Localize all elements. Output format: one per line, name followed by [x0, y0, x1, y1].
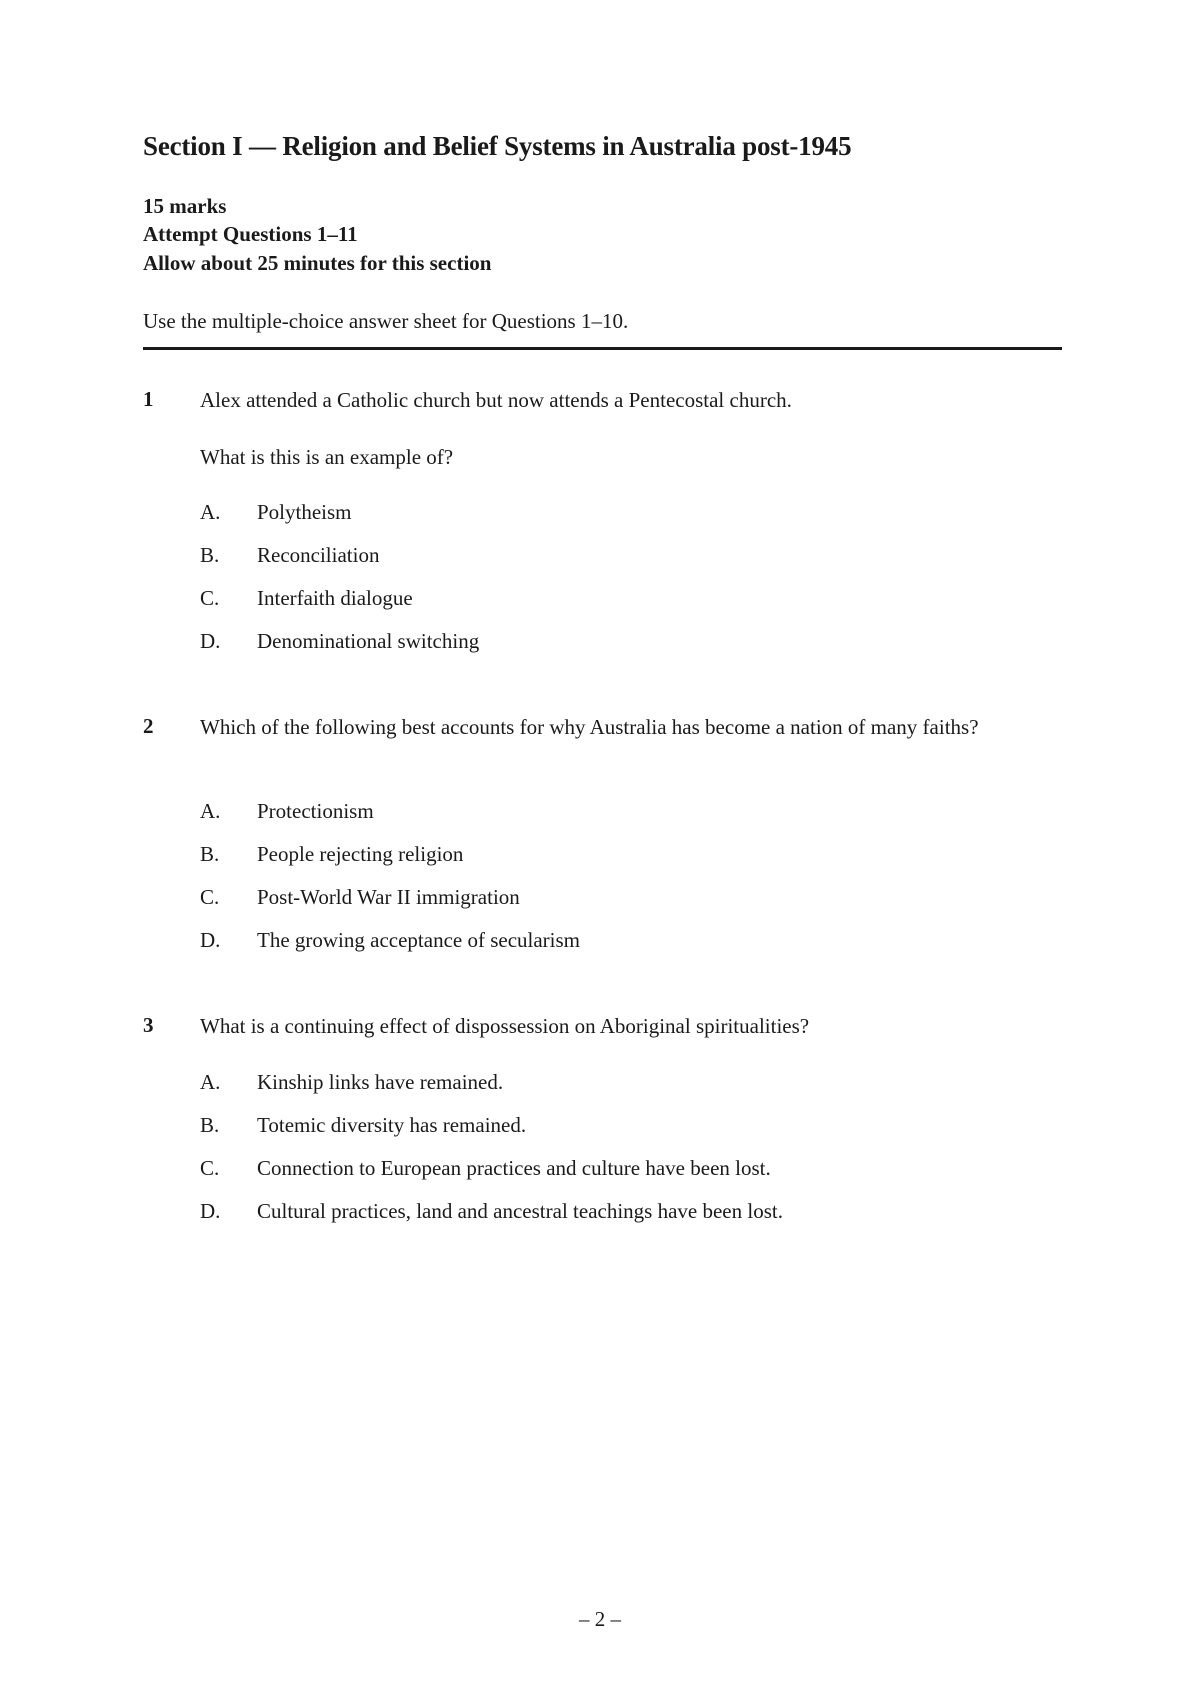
- option-text: Protectionism: [257, 799, 374, 823]
- option-text: Kinship links have remained.: [257, 1070, 504, 1094]
- question-number: 3: [143, 1013, 154, 1037]
- option-text: Post-World War II immigration: [257, 885, 520, 909]
- option-text: Polytheism: [257, 500, 352, 524]
- option-text: Denominational switching: [257, 629, 480, 653]
- option-letter: B.: [200, 842, 220, 866]
- section-attempt: Attempt Questions 1–11: [143, 222, 358, 246]
- option-letter: C.: [200, 586, 220, 610]
- option-text: Connection to European practices and culture have been lost.: [257, 1156, 771, 1180]
- option-text: The growing acceptance of secularism: [257, 928, 581, 952]
- section-time-allowance: Allow about 25 minutes for this section: [143, 251, 492, 275]
- question-number: 2: [143, 714, 154, 738]
- question-text: What is a continuing effect of dispossession on Aboriginal spiritualities?: [200, 1014, 810, 1038]
- answer-sheet-instruction: Use the multiple-choice answer sheet for Questions 1–10.: [143, 309, 629, 333]
- section-marks: 15 marks: [143, 194, 227, 218]
- question-subtext: What is this is an example of?: [200, 445, 454, 469]
- section-title: Section I — Religion and Belief Systems in Australia post-1945: [143, 131, 852, 161]
- option-letter: C.: [200, 885, 220, 909]
- option-text: Totemic diversity has remained.: [257, 1113, 527, 1137]
- option-letter: B.: [200, 1113, 220, 1137]
- option-letter: B.: [200, 543, 220, 567]
- section-divider: [143, 347, 1062, 350]
- option-letter: A.: [200, 500, 221, 524]
- option-text: People rejecting religion: [257, 842, 464, 866]
- option-letter: D.: [200, 928, 221, 952]
- question-text: Which of the following best accounts for why Australia has become a nation of many faiths?: [200, 715, 979, 739]
- option-letter: D.: [200, 629, 221, 653]
- option-letter: D.: [200, 1199, 221, 1223]
- page-number: – 2 –: [579, 1607, 621, 1631]
- option-letter: A.: [200, 799, 221, 823]
- option-letter: C.: [200, 1156, 220, 1180]
- question-text: Alex attended a Catholic church but now attends a Pentecostal church.: [200, 388, 792, 412]
- option-text: Reconciliation: [257, 543, 380, 567]
- option-text: Cultural practices, land and ancestral teachings have been lost.: [257, 1199, 783, 1223]
- option-letter: A.: [200, 1070, 221, 1094]
- option-text: Interfaith dialogue: [257, 586, 413, 610]
- question-number: 1: [143, 387, 154, 411]
